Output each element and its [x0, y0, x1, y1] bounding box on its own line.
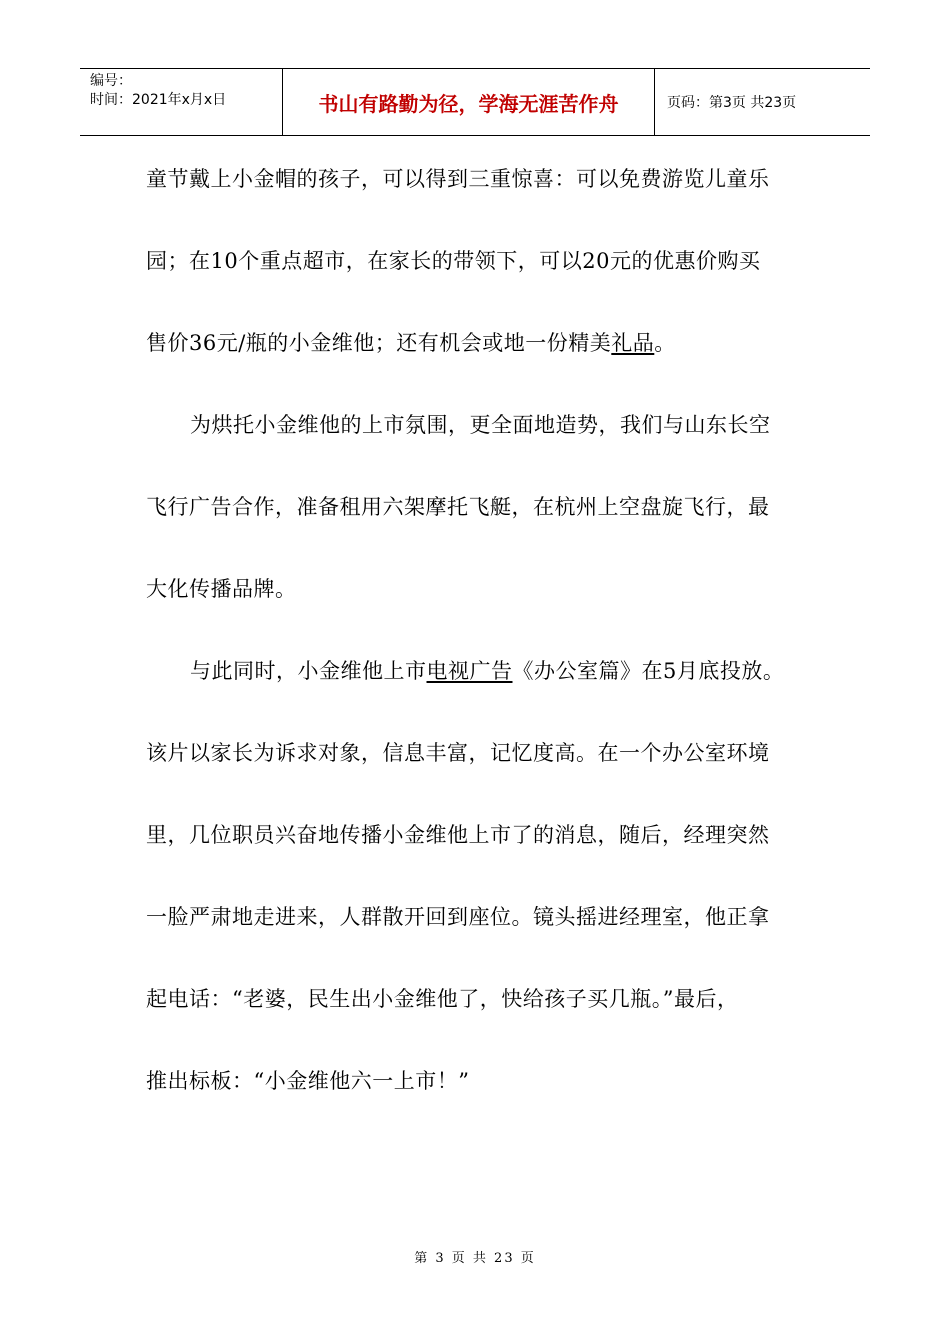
paragraph-1-line-2: 园；在10个重点超市，在家长的带领下，可以20元的优惠价购买 [146, 249, 761, 273]
paragraph-1-line-1: 童节戴上小金帽的孩子，可以得到三重惊喜：可以免费游览儿童乐 [146, 167, 770, 191]
paragraph-3-line-2: 该片以家长为诉求对象，信息丰富，记忆度高。在一个办公室环境 [146, 741, 770, 765]
gift-link[interactable]: 礼品 [611, 331, 655, 355]
paragraph-2-line-1: 为烘托小金维他的上市氛围，更全面地造势，我们与山东长空 [190, 413, 771, 437]
paragraph-3-line-3: 里，几位职员兴奋地传播小金维他上市了的消息，随后，经理突然 [146, 823, 770, 847]
paragraph-2-line-2: 飞行广告合作，准备租用六架摩托飞艇，在杭州上空盘旋飞行，最 [146, 495, 770, 519]
paragraph-3-line-1-text: 与此同时，小金维他上市 [190, 659, 427, 683]
paragraph-2-line-3: 大化传播品牌。 [146, 577, 297, 601]
header-motto: 书山有路勤为径，学海无涯苦作舟 [318, 91, 619, 116]
document-time-label: 时间：2021年x月x日 [90, 92, 227, 108]
paragraph-1-line-3 [146, 326, 806, 408]
paragraph-3-line-1-end: 《办公室篇》在5月底投放。 [512, 659, 785, 683]
tv-ad-link[interactable]: 电视广告 [426, 659, 513, 683]
document-number-label: 编号： [90, 73, 132, 89]
page-header [80, 68, 870, 136]
header-page-info: 页码：第3页 共23页 [667, 95, 797, 111]
header-motto-cell [283, 69, 655, 135]
paragraph-3-line-6: 推出标板：“小金维他六一上市！” [146, 1069, 470, 1093]
paragraph-1-line-3-end: 。 [654, 331, 676, 355]
header-meta [80, 69, 283, 135]
paragraph-1-line-3-text: 售价36元/瓶的小金维他；还有机会或地一份精美 [146, 331, 612, 355]
paragraph-3-line-5: 起电话：“老婆，民生出小金维他了，快给孩子买几瓶。”最后， [146, 987, 739, 1011]
paragraph-3-line-1 [146, 654, 806, 736]
paragraph-3-line-4: 一脸严肃地走进来，人群散开回到座位。镜头摇进经理室，他正拿 [146, 905, 770, 929]
page-footer: 第 3 页 共 23 页 [414, 1251, 536, 1266]
document-body [146, 162, 806, 1146]
